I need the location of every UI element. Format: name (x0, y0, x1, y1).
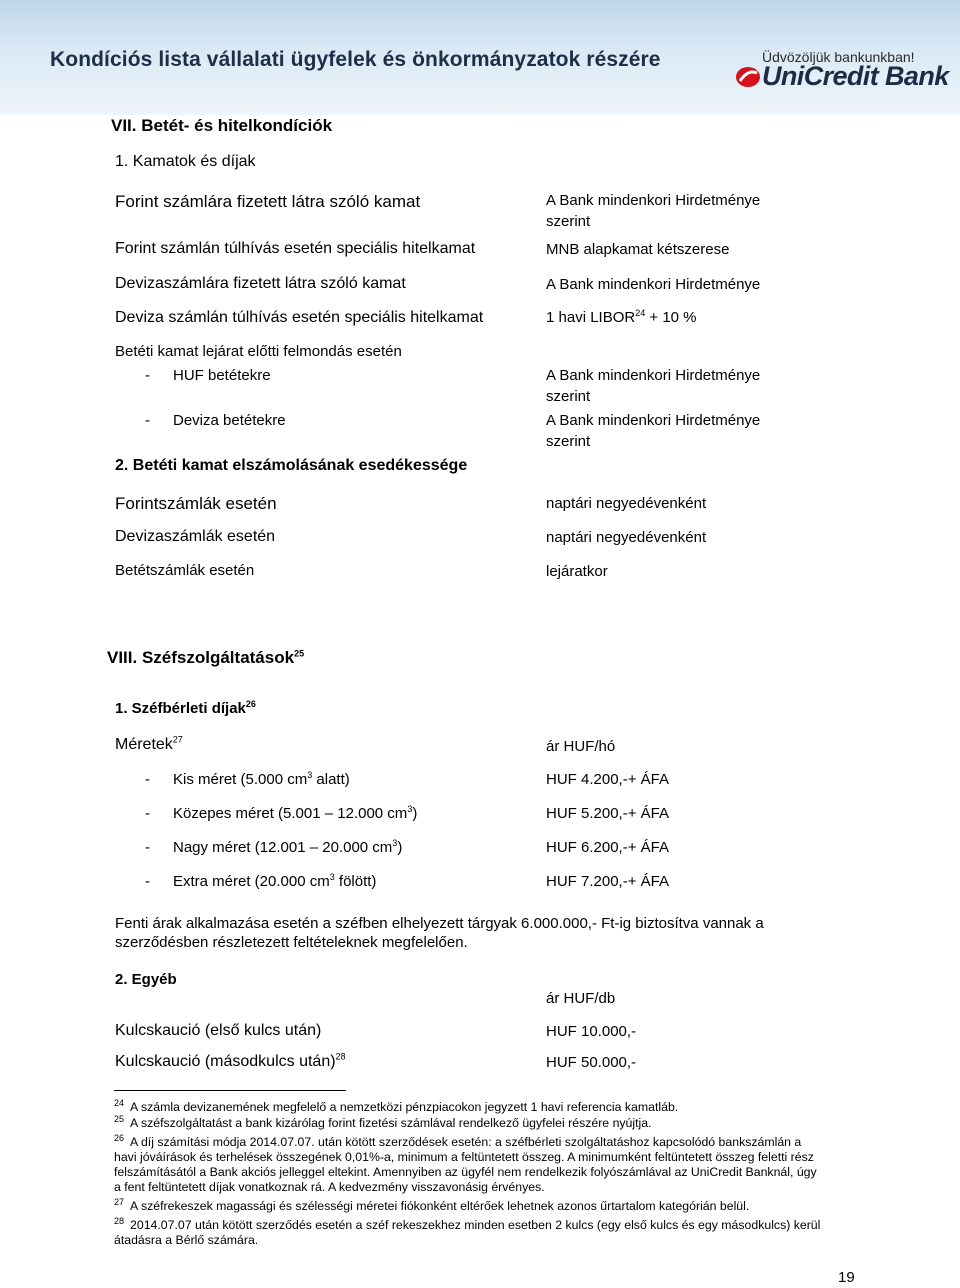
safe-size-price: HUF 4.200,-+ ÁFA (546, 771, 669, 788)
deposit-label: Kulcskaució (első kulcs után) (115, 1022, 322, 1039)
footnote-separator (114, 1090, 346, 1091)
page-header (0, 0, 960, 115)
row-label: Devizaszámlára fizetett látra szóló kamat (115, 275, 406, 292)
safe-size-label: Közepes méret (5.001 – 12.000 $cm^3$) (173, 804, 418, 822)
safe-size-label: Nagy méret (12.001 – 20.000 $cm^3$) (173, 838, 403, 856)
safe-size-price: HUF 5.200,-+ ÁFA (546, 805, 669, 822)
row-value: A Bank mindenkori Hirdetménye (546, 276, 761, 293)
row-label: Betétszámlák esetén (115, 562, 255, 579)
insurance-note-cont: szerződésben részletezett feltételeknek megfelelően. (115, 934, 468, 951)
price-column-head: ár HUF/db (546, 990, 616, 1007)
row-label: HUF betétekre (173, 367, 271, 384)
sizes-label: Méretek$^{27}$ (115, 734, 183, 753)
row-value: naptári negyedévenként (546, 495, 707, 512)
early-termination-title: Betéti kamat lejárat előtti felmondás esetén (115, 343, 402, 360)
list-dash: - (145, 805, 150, 822)
footnote: $^{24}$ A számla devizanemének megfelelő a nemzetközi pénzpiacokon jegyzett 1 havi referencia kamatláb. (114, 1097, 679, 1114)
welcome-text: Üdvözöljük bankunkban! (762, 49, 915, 65)
list-dash: - (145, 771, 150, 788)
insurance-note: Fenti árak alkalmazása esetén a széfben elhelyezett tárgyak 6.000.000,- Ft-ig biztosítva vannak a (115, 915, 764, 932)
row-value: A Bank mindenkori Hirdetménye (546, 367, 761, 384)
row-value-cont: szerint (546, 388, 591, 405)
row-value: MNB alapkamat kétszerese (546, 241, 730, 258)
footnote: $^{28}$ 2014.07.07 után kötött szerződés esetén a széf rekeszekhez minden esetben 2 kulcs (egy első kulcs és egy másodkulcs) kerül átadásra a Bérlő számára. (114, 1215, 821, 1247)
unicredit-logo-icon (735, 65, 761, 89)
safe-size-label: Kis méret (5.000 $cm^3$ alatt) (173, 770, 350, 788)
row-value: A Bank mindenkori Hirdetménye (546, 412, 761, 429)
safe-size-price: HUF 7.200,-+ ÁFA (546, 873, 669, 890)
deposit-price: HUF 10.000,- (546, 1023, 637, 1040)
row-value-cont: szerint (546, 433, 591, 450)
page-number: 19 (838, 1269, 855, 1286)
subsection-title: 2. Egyéb (115, 971, 177, 988)
subsection-title: 2. Betéti kamat elszámolásának esedékessége (115, 457, 468, 474)
list-dash: - (145, 839, 150, 856)
row-label: Devizaszámlák esetén (115, 528, 276, 545)
row-label: Forint számlára fizetett látra szóló kamat (115, 192, 421, 211)
list-dash: - (145, 412, 150, 429)
subsection-title: 1. Széfbérleti díjak$^{26}$ (115, 699, 256, 717)
safe-size-price: HUF 6.200,-+ ÁFA (546, 839, 669, 856)
subsection-title: 1. Kamatok és díjak (115, 153, 256, 170)
footnote: $^{25}$ A széfszolgáltatást a bank kizárólag forint fizetési számlával rendelkező ügyfelei részére nyújtja. (114, 1113, 652, 1130)
list-dash: - (145, 367, 150, 384)
section-heading: VIII. Széfszolgáltatások$^{25}$ (107, 648, 305, 667)
row-label: Forintszámlák esetén (115, 494, 277, 513)
row-label: Deviza számlán túlhívás esetén speciális hitelkamat (115, 309, 484, 326)
deposit-label: Kulcskaució (másodkulcs után)$^{28}$ (115, 1051, 346, 1070)
row-label: Deviza betétekre (173, 412, 286, 429)
row-value: lejáratkor (546, 563, 608, 580)
list-dash: - (145, 873, 150, 890)
row-label: Forint számlán túlhívás esetén speciális hitelkamat (115, 240, 476, 257)
brand-name: UniCredit Bank (762, 61, 949, 91)
row-value: naptári negyedévenként (546, 529, 707, 546)
footnote: $^{26}$ A díj számítási módja 2014.07.07. után kötött szerződések esetén: a széfbérleti szolgáltatáshoz kapcsolódó bankszámlán a havi jóváírások és terhelések összegének 0,01%-a, minimum a feltüntetett összeg. A minimumként feltüntetett összeg feletti rész felszámításától a Bank akciós jelleggel eltekint. Amennyiben az ügyfél nem rendelkezik folyószámlával az UniCredit Banknál, úgy a fent feltüntetett díjak vonatkoznak rá. A kedvezmény visszavonásig érvényes. (114, 1132, 817, 1194)
footnote: $^{27}$ A széfrekeszek magassági és szélességi méretei fiókonként eltérőek lehetnek azonos űrtartalom kategórián belül. (114, 1196, 750, 1213)
deposit-price: HUF 50.000,- (546, 1054, 637, 1071)
header-title: Kondíciós lista vállalati ügyfelek és önkormányzatok részére (50, 48, 661, 71)
row-value-cont: szerint (546, 213, 591, 230)
section-heading: VII. Betét- és hitelkondíciók (111, 116, 333, 135)
row-value: A Bank mindenkori Hirdetménye (546, 192, 761, 209)
row-value: 1 havi $LIBOR^{24} + 10$ % (546, 308, 697, 326)
safe-size-label: Extra méret (20.000 $cm^3$ fölött) (173, 872, 377, 890)
price-column-head: ár HUF/hó (546, 738, 616, 755)
